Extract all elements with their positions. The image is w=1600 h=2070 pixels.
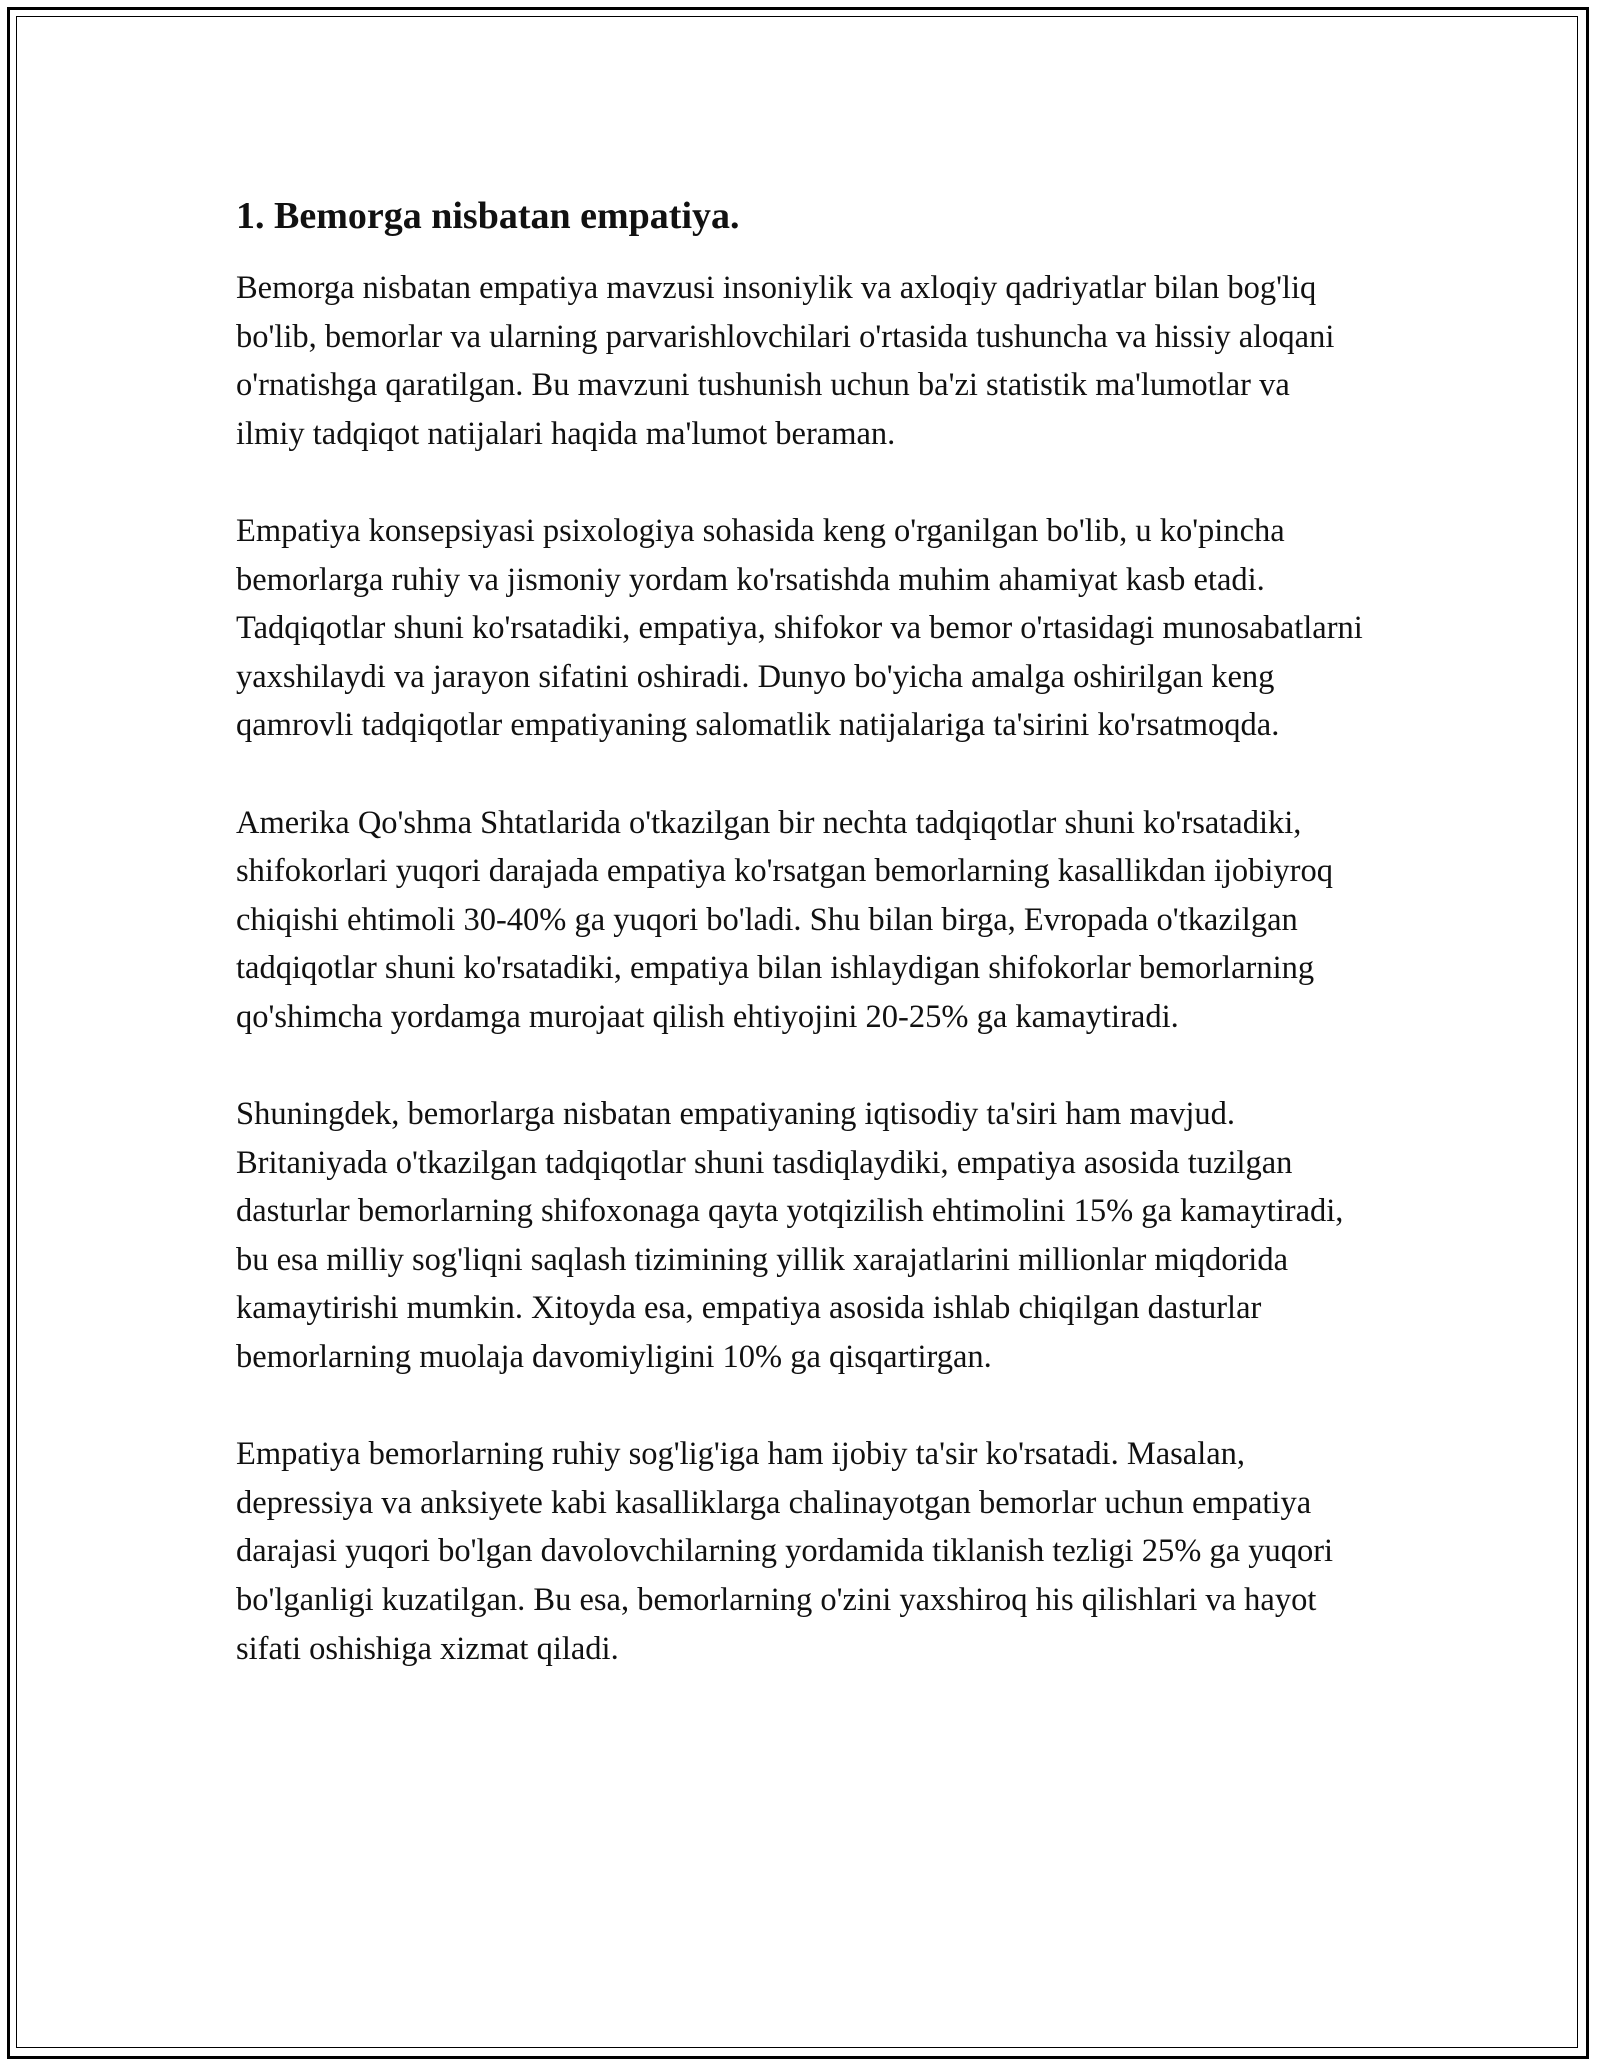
section-title: 1. Bemorga nisbatan empatiya. xyxy=(236,195,740,237)
document-body xyxy=(236,188,1366,1722)
paragraph-empathy-concept: Empatiya konsepsiyasi psixologiya sohasida keng o'rganilgan bo'lib, u ko'pincha bemorlarga ruhiy va jismoniy yordam ko'rsatishda muhim ahamiyat kasb etadi. Tadqiqotlar shuni ko'rsatadiki, empatiya, shifokor va bemor o'rtasidagi munosabatlarni yaxshilaydi va jarayon sifatini oshiradi. Dunyo bo'yicha amalga oshirilgan keng qamrovli tadqiqotlar empatiyaning salomatlik natijalariga ta'sirini ko'rsatmoqda. xyxy=(236,512,1363,744)
paragraph-intro: Bemorga nisbatan empatiya mavzusi insoniylik va axloqiy qadriyatlar bilan bog'liq bo'lib, bemorlar va ularning parvarishlovchilari o'rtasida tushuncha va hissiy aloqani o'rnatishga qaratilgan. Bu mavzuni tushunish uchun ba'zi statistik ma'lumotlar va ilmiy tadqiqot natijalari haqida ma'lumot beraman. xyxy=(236,270,1335,452)
paragraph-economic-impact: Shuningdek, bemorlarga nisbatan empatiyaning iqtisodiy ta'siri ham mavjud. Britaniyada o'tkazilgan tadqiqotlar shuni tasdiqlaydiki, empatiya asosida tuzilgan dasturlar bemorlarning shifoxonaga qayta yotqizilish ehtimolini 15% ga kamaytiradi, bu esa milliy sog'liqni saqlash tizimining yillik xarajatlarini millionlar miqdorida kamaytirishi mumkin. Xitoyda esa, empatiya asosida ishlab chiqilgan dasturlar bemorlarning muolaja davomiyligini 10% ga qisqartirgan. xyxy=(236,1096,1344,1376)
paragraph-usa-europe-studies: Amerika Qo'shma Shtatlarida o'tkazilgan bir nechta tadqiqotlar shuni ko'rsatadiki, shifokorlari yuqori darajada empatiya ko'rsatgan bemorlarning kasallikdan ijobiyroq chiqishi ehtimoli 30-40% ga yuqori bo'ladi. Shu bilan birga, Evropada o'tkazilgan tadqiqotlar shuni ko'rsatadiki, empatiya bilan ishlaydigan shifokorlar bemorlarning qo'shimcha yordamga murojaat qilish ehtiyojini 20-25% ga kamaytiradi. xyxy=(236,804,1333,1035)
paragraph-mental-health: Empatiya bemorlarning ruhiy sog'lig'iga ham ijobiy ta'sir ko'rsatadi. Masalan, depressiya va anksiyete kabi kasalliklarga chalinayotgan bemorlar uchun empatiya darajasi yuqori bo'lgan davolovchilarning yordamida tiklanish tezligi 25% ga yuqori bo'lganligi kuzatilgan. Bu esa, bemorlarning o'zini yaxshiroq his qilishlari va hayot sifati oshishiga xizmat qiladi. xyxy=(236,1436,1334,1667)
